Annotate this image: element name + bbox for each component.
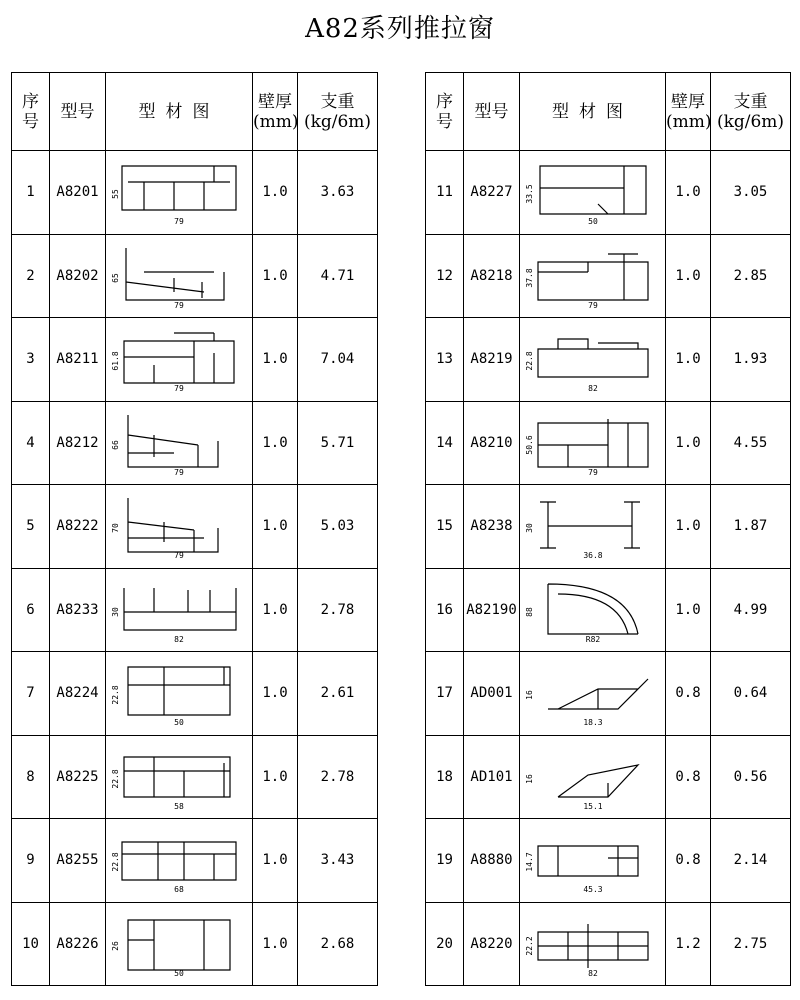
table-row	[426, 485, 791, 569]
model-code: A8219	[464, 318, 520, 402]
wall-thickness: 1.0	[253, 568, 298, 652]
row-number: 17	[426, 652, 464, 736]
profile-table-right	[425, 72, 791, 986]
profile-drawing-svg	[524, 242, 658, 310]
dimension-height: 37.8	[524, 268, 534, 288]
dimension-height: 22.8	[524, 351, 534, 371]
table-row	[426, 652, 791, 736]
dimension-width: 50	[587, 217, 598, 227]
table-row	[426, 234, 791, 318]
profile-drawing-svg	[111, 659, 244, 728]
dimension-width: 50	[174, 968, 184, 978]
profile-drawing-svg	[111, 576, 244, 644]
table-row	[426, 735, 791, 819]
dimension-height: 22.8	[111, 852, 120, 872]
seq-header: 序 号	[12, 73, 50, 151]
wall-thickness: 1.0	[666, 318, 711, 402]
dimension-width: 79	[174, 551, 184, 561]
profile-drawing	[520, 735, 666, 819]
table-row	[12, 902, 378, 986]
weight-value: 2.61	[298, 652, 378, 736]
table-row	[426, 568, 791, 652]
profile-table-left	[11, 72, 378, 986]
dimension-height: 50.6	[524, 435, 534, 455]
weight-header: 支重 (kg/6m)	[298, 73, 378, 151]
table-row	[12, 819, 378, 903]
weight-value: 1.93	[711, 318, 791, 402]
profile-drawing-svg	[524, 826, 658, 895]
table-row	[426, 318, 791, 402]
dimension-width: 18.3	[582, 718, 603, 728]
table-row	[426, 902, 791, 986]
weight-value: 0.56	[711, 735, 791, 819]
profile-drawing-svg	[524, 576, 658, 644]
dimension-height: 22.2	[524, 936, 534, 956]
table-row	[12, 401, 378, 485]
table-row	[12, 485, 378, 569]
dimension-width: 82	[587, 384, 598, 394]
weight-value: 4.55	[711, 401, 791, 485]
wall-thickness: 1.2	[666, 902, 711, 986]
table-row	[12, 652, 378, 736]
wall-thickness: 0.8	[666, 819, 711, 903]
dimension-width: 79	[587, 300, 598, 310]
dimension-width: 15.1	[582, 801, 603, 811]
profile-drawing	[520, 401, 666, 485]
dimension-height: 61.8	[111, 351, 120, 371]
profile-drawing-svg	[524, 743, 658, 811]
dimension-height: 30	[111, 606, 120, 617]
model-header: 型号	[464, 73, 520, 151]
wall-thickness: 1.0	[253, 902, 298, 986]
wall-thickness: 0.8	[666, 735, 711, 819]
profile-drawing-svg	[111, 910, 244, 978]
table-row	[12, 234, 378, 318]
dimension-height: 70	[111, 523, 120, 534]
profile-drawing	[106, 568, 253, 652]
dimension-width: 79	[174, 467, 184, 477]
profile-drawing	[106, 401, 253, 485]
dimension-height: 55	[111, 189, 120, 200]
wall-thickness: 1.0	[253, 234, 298, 318]
weight-value: 2.78	[298, 735, 378, 819]
model-code: A8210	[464, 401, 520, 485]
profile-drawing-svg	[111, 492, 244, 561]
wall-thickness: 1.0	[253, 151, 298, 235]
table-row	[12, 151, 378, 235]
row-number: 11	[426, 151, 464, 235]
profile-drawing	[106, 819, 253, 903]
dimension-width: 82	[174, 634, 184, 644]
dimension-width: 79	[174, 217, 184, 227]
wall-thickness: 1.0	[666, 485, 711, 569]
profile-drawing	[520, 652, 666, 736]
table-header-row	[12, 73, 378, 151]
weight-value: 4.71	[298, 234, 378, 318]
row-number: 2	[12, 234, 50, 318]
table-row	[426, 401, 791, 485]
profile-drawing-svg	[111, 826, 244, 895]
wall-thickness: 1.0	[253, 652, 298, 736]
table-row	[426, 151, 791, 235]
dimension-width: 58	[174, 801, 184, 811]
model-code: A8220	[464, 902, 520, 986]
profile-drawing-svg	[111, 242, 244, 310]
dimension-width: 82	[587, 968, 598, 978]
model-code: A8201	[50, 151, 106, 235]
wall-thickness: 1.0	[253, 819, 298, 903]
model-code: A8225	[50, 735, 106, 819]
row-number: 15	[426, 485, 464, 569]
dimension-height: 65	[111, 272, 120, 283]
model-code: A8238	[464, 485, 520, 569]
model-header: 型号	[50, 73, 106, 151]
dimension-height: 66	[111, 439, 120, 450]
weight-value: 0.64	[711, 652, 791, 736]
weight-value: 5.03	[298, 485, 378, 569]
table-row	[12, 568, 378, 652]
row-number: 6	[12, 568, 50, 652]
wall-thickness: 1.0	[253, 735, 298, 819]
row-number: 18	[426, 735, 464, 819]
profile-drawing	[520, 151, 666, 235]
row-number: 1	[12, 151, 50, 235]
wall-thickness: 1.0	[253, 485, 298, 569]
table-header-row	[426, 73, 791, 151]
model-code: AD101	[464, 735, 520, 819]
row-number: 20	[426, 902, 464, 986]
table-row	[12, 735, 378, 819]
model-code: A8222	[50, 485, 106, 569]
dimension-height: 16	[524, 690, 534, 701]
wall-thickness: 1.0	[666, 234, 711, 318]
profile-drawing	[106, 902, 253, 986]
profile-drawing-svg	[524, 659, 658, 728]
profile-drawing-svg	[524, 325, 658, 394]
dimension-height: 33.5	[524, 184, 534, 204]
profile-header: 型材图	[106, 73, 253, 151]
profile-drawing	[520, 485, 666, 569]
dimension-height: 22.8	[111, 769, 120, 789]
profile-drawing-svg	[111, 409, 244, 477]
weight-value: 3.43	[298, 819, 378, 903]
wall-thickness: 0.8	[666, 652, 711, 736]
profile-drawing-svg	[524, 910, 658, 978]
weight-value: 7.04	[298, 318, 378, 402]
weight-value: 3.05	[711, 151, 791, 235]
model-code: A8202	[50, 234, 106, 318]
row-number: 7	[12, 652, 50, 736]
model-code: A8233	[50, 568, 106, 652]
dimension-width: 79	[174, 300, 184, 310]
wall-thickness-header: 壁厚 (mm)	[666, 73, 711, 151]
profile-drawing	[106, 485, 253, 569]
model-code: A8224	[50, 652, 106, 736]
model-code: A8218	[464, 234, 520, 318]
profile-drawing	[520, 234, 666, 318]
model-code: A8880	[464, 819, 520, 903]
wall-thickness: 1.0	[253, 401, 298, 485]
profile-drawing-svg	[111, 743, 244, 811]
weight-value: 4.99	[711, 568, 791, 652]
dimension-height: 14.7	[524, 852, 534, 872]
model-code: A8255	[50, 819, 106, 903]
weight-header: 支重 (kg/6m)	[711, 73, 791, 151]
wall-thickness: 1.0	[253, 318, 298, 402]
dimension-height: 30	[524, 523, 534, 534]
weight-value: 2.78	[298, 568, 378, 652]
row-number: 14	[426, 401, 464, 485]
weight-value: 3.63	[298, 151, 378, 235]
profile-drawing	[520, 902, 666, 986]
model-code: A8227	[464, 151, 520, 235]
wall-thickness: 1.0	[666, 401, 711, 485]
weight-value: 2.68	[298, 902, 378, 986]
row-number: 8	[12, 735, 50, 819]
dimension-height: 22.8	[111, 685, 120, 705]
row-number: 13	[426, 318, 464, 402]
seq-header: 序 号	[426, 73, 464, 151]
row-number: 12	[426, 234, 464, 318]
profile-drawing-svg	[111, 158, 244, 227]
profile-drawing	[106, 318, 253, 402]
wall-thickness: 1.0	[666, 151, 711, 235]
dimension-height: 16	[524, 773, 534, 784]
row-number: 3	[12, 318, 50, 402]
profile-drawing-svg	[111, 325, 244, 394]
row-number: 9	[12, 819, 50, 903]
dimension-width: 36.8	[582, 551, 603, 561]
weight-value: 1.87	[711, 485, 791, 569]
dimension-width: R82	[585, 634, 600, 644]
model-code: A82190	[464, 568, 520, 652]
page-title: A82系列推拉窗	[305, 14, 495, 44]
row-number: 16	[426, 568, 464, 652]
profile-drawing-svg	[524, 158, 658, 227]
dimension-height: 88	[524, 606, 534, 617]
profile-drawing-svg	[524, 492, 658, 561]
table-row	[426, 819, 791, 903]
profile-header: 型材图	[520, 73, 666, 151]
weight-value: 2.85	[711, 234, 791, 318]
dimension-width: 79	[587, 467, 598, 477]
profile-drawing	[520, 568, 666, 652]
dimension-width: 50	[174, 718, 184, 728]
row-number: 10	[12, 902, 50, 986]
dimension-width: 68	[174, 885, 184, 895]
profile-drawing	[106, 234, 253, 318]
weight-value: 2.75	[711, 902, 791, 986]
wall-thickness: 1.0	[666, 568, 711, 652]
wall-thickness-header: 壁厚 (mm)	[253, 73, 298, 151]
model-code: A8226	[50, 902, 106, 986]
profile-drawing	[106, 652, 253, 736]
weight-value: 2.14	[711, 819, 791, 903]
profile-drawing	[520, 318, 666, 402]
row-number: 4	[12, 401, 50, 485]
model-code: A8211	[50, 318, 106, 402]
dimension-width: 79	[174, 384, 184, 394]
model-code: A8212	[50, 401, 106, 485]
weight-value: 5.71	[298, 401, 378, 485]
profile-drawing	[520, 819, 666, 903]
row-number: 19	[426, 819, 464, 903]
profile-drawing	[106, 151, 253, 235]
profile-drawing	[106, 735, 253, 819]
profile-drawing-svg	[524, 409, 658, 477]
model-code: AD001	[464, 652, 520, 736]
dimension-height: 26	[111, 940, 120, 951]
row-number: 5	[12, 485, 50, 569]
dimension-width: 45.3	[582, 885, 603, 895]
table-row	[12, 318, 378, 402]
